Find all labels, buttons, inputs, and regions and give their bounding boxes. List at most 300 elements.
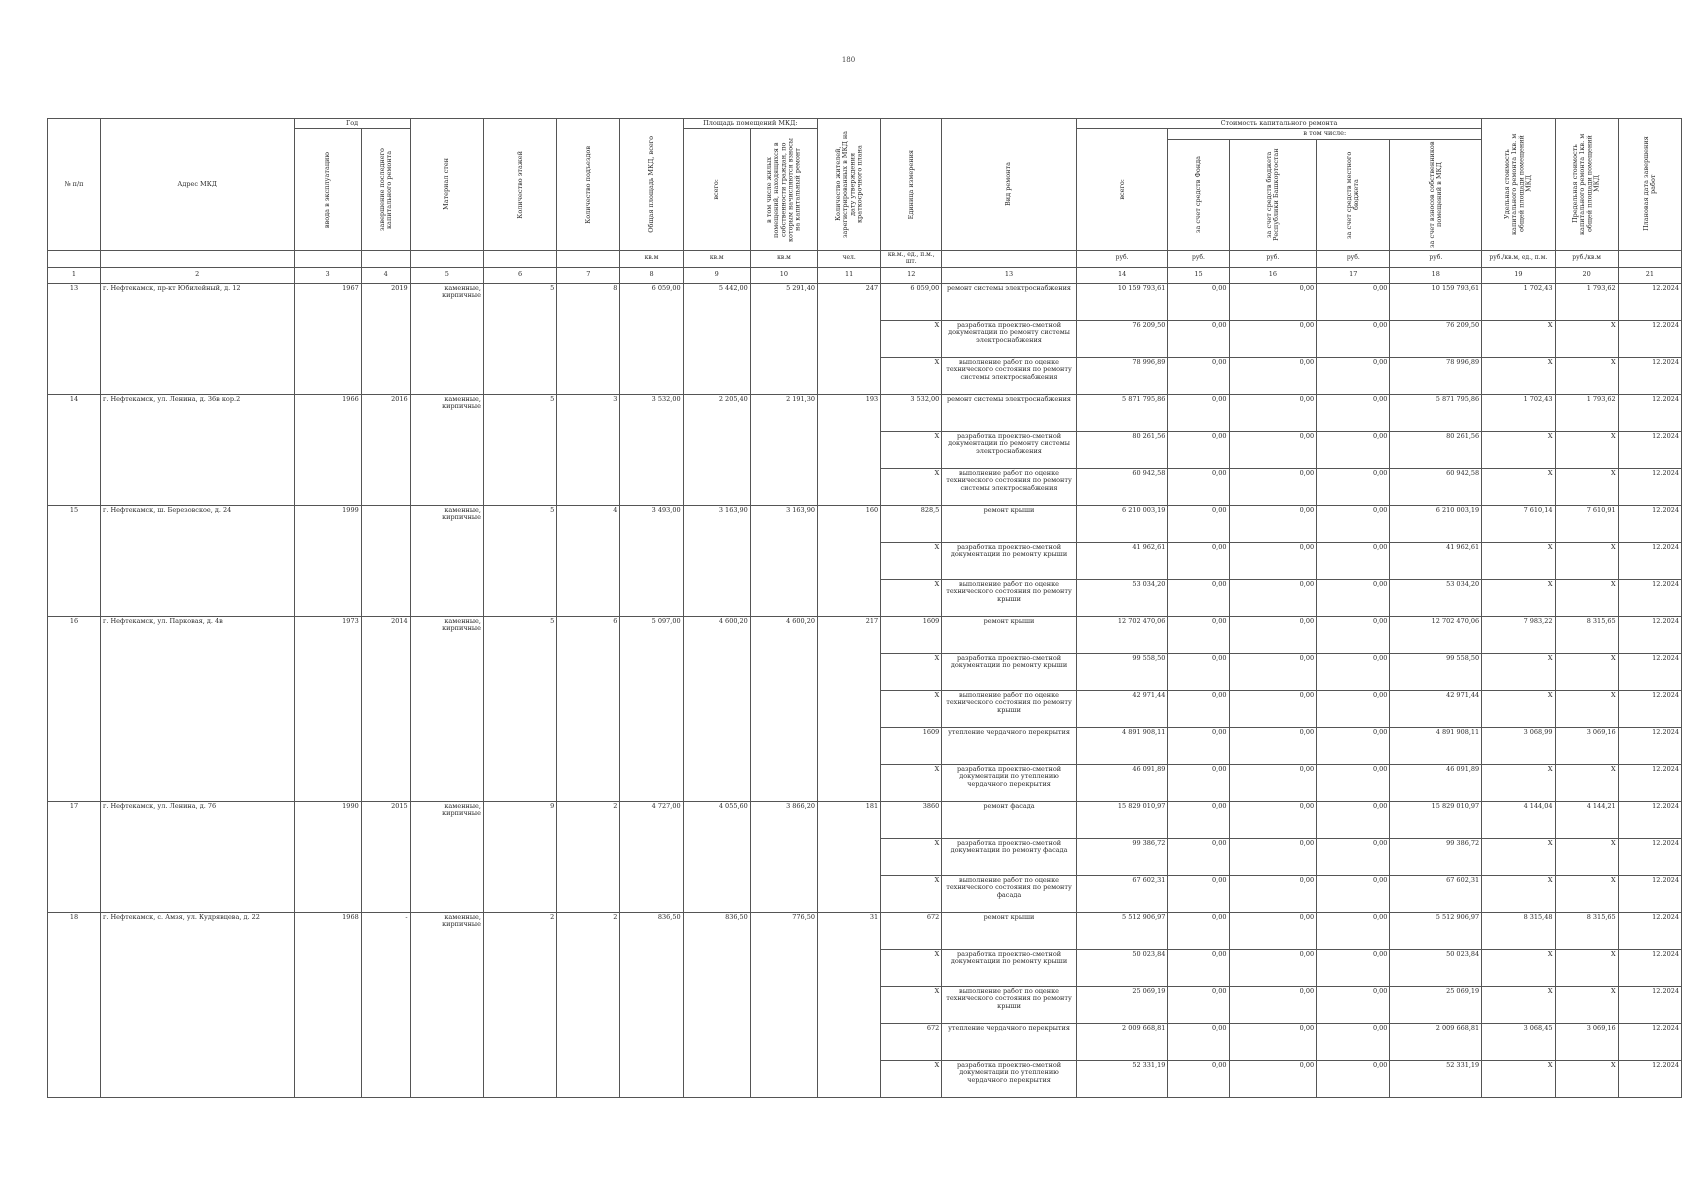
max-cost: 4 144,21 [1555, 801, 1618, 838]
total-area: 836,50 [620, 912, 683, 1097]
work-unit: X [881, 764, 942, 801]
cost-republic: 0,00 [1229, 616, 1317, 653]
cost-fund: 0,00 [1168, 949, 1229, 986]
cost-owners: 15 829 010,97 [1390, 801, 1482, 838]
cost-owners: 78 996,89 [1390, 357, 1482, 394]
unit-cell: руб. [1168, 250, 1229, 267]
cost-total: 6 210 003,19 [1076, 505, 1168, 542]
max-cost: 1 793,62 [1555, 394, 1618, 431]
max-cost: 8 315,65 [1555, 616, 1618, 653]
work-type: ремонт крыши [942, 505, 1076, 542]
work-unit: X [881, 542, 942, 579]
deadline-date: 12.2024 [1618, 468, 1681, 505]
premises-fund: 5 291,40 [750, 283, 817, 394]
unit-cell: чел. [818, 250, 881, 267]
premises-fund: 3 163,90 [750, 505, 817, 616]
total-area: 4 727,00 [620, 801, 683, 912]
cost-local: 0,00 [1317, 690, 1390, 727]
deadline-date: 12.2024 [1618, 801, 1681, 838]
work-unit: X [881, 320, 942, 357]
work-type: ремонт крыши [942, 616, 1076, 653]
work-type: выполнение работ по оценке технического состояния по ремонту крыши [942, 579, 1076, 616]
entrances-count: 8 [557, 283, 620, 394]
cost-fund: 0,00 [1168, 838, 1229, 875]
cost-republic: 0,00 [1229, 1060, 1317, 1097]
cost-republic: 0,00 [1229, 320, 1317, 357]
floors-count: 5 [483, 616, 556, 801]
max-cost: X [1555, 468, 1618, 505]
premises-fund: 4 600,20 [750, 616, 817, 801]
building-address: г. Нефтекамск, ул. Ленина, д. 76 [100, 801, 294, 912]
cost-local: 0,00 [1317, 653, 1390, 690]
building-num: 17 [48, 801, 101, 912]
work-unit: 1609 [881, 727, 942, 764]
unit-cell: кв.м [750, 250, 817, 267]
cost-republic: 0,00 [1229, 468, 1317, 505]
cost-fund: 0,00 [1168, 801, 1229, 838]
entrances-count: 3 [557, 394, 620, 505]
premises-total: 2 205,40 [683, 394, 750, 505]
header-address: Адрес МКД [100, 119, 294, 251]
work-unit: 3 532,00 [881, 394, 942, 431]
header-cost-fund: за счет средств Фонда [1168, 139, 1229, 250]
work-unit: 828,5 [881, 505, 942, 542]
cost-fund: 0,00 [1168, 431, 1229, 468]
cost-total: 2 009 668,81 [1076, 1023, 1168, 1060]
building-address: г. Нефтекамск, пр-кт Юбилейный, д. 12 [100, 283, 294, 394]
building-num: 18 [48, 912, 101, 1097]
cost-local: 0,00 [1317, 505, 1390, 542]
entrances-count: 2 [557, 801, 620, 912]
entrances-count: 2 [557, 912, 620, 1097]
residents-count: 193 [818, 394, 881, 505]
unit-cost: X [1482, 579, 1555, 616]
cost-republic: 0,00 [1229, 283, 1317, 320]
building-address: г. Нефтекамск, ул. Парковая, д. 4в [100, 616, 294, 801]
cost-owners: 4 891 908,11 [1390, 727, 1482, 764]
work-unit: X [881, 690, 942, 727]
work-type: разработка проектно-сметной документации по ремонту системы электроснабжения [942, 431, 1076, 468]
col-number: 20 [1555, 267, 1618, 283]
cost-total: 46 091,89 [1076, 764, 1168, 801]
residents-count: 31 [818, 912, 881, 1097]
cost-owners: 80 261,56 [1390, 431, 1482, 468]
work-unit: 1609 [881, 616, 942, 653]
building-num: 15 [48, 505, 101, 616]
col-number: 12 [881, 267, 942, 283]
deadline-date: 12.2024 [1618, 542, 1681, 579]
header-year-built: ввода в эксплуатацию [294, 129, 361, 250]
max-cost: 3 069,16 [1555, 1023, 1618, 1060]
max-cost: X [1555, 986, 1618, 1023]
floors-count: 2 [483, 912, 556, 1097]
total-area: 5 097,00 [620, 616, 683, 801]
col-number: 19 [1482, 267, 1555, 283]
cost-total: 60 942,58 [1076, 468, 1168, 505]
work-type: выполнение работ по оценке технического состояния по ремонту крыши [942, 986, 1076, 1023]
max-cost: X [1555, 949, 1618, 986]
cost-local: 0,00 [1317, 579, 1390, 616]
header-premises-fund: в том числе жилых помещений, находящихся в собственности граждан, по которым начисляются взносы на капитальный ремонт [750, 129, 817, 250]
work-type: утепление чердачного перекрытия [942, 1023, 1076, 1060]
deadline-date: 12.2024 [1618, 838, 1681, 875]
col-number: 21 [1618, 267, 1681, 283]
premises-total: 3 163,90 [683, 505, 750, 616]
cost-owners: 42 971,44 [1390, 690, 1482, 727]
cost-owners: 52 331,19 [1390, 1060, 1482, 1097]
cost-total: 41 962,61 [1076, 542, 1168, 579]
work-unit: X [881, 579, 942, 616]
cost-total: 25 069,19 [1076, 986, 1168, 1023]
cost-local: 0,00 [1317, 394, 1390, 431]
cost-local: 0,00 [1317, 616, 1390, 653]
cost-local: 0,00 [1317, 542, 1390, 579]
cost-fund: 0,00 [1168, 616, 1229, 653]
cost-total: 10 159 793,61 [1076, 283, 1168, 320]
floors-count: 5 [483, 394, 556, 505]
wall-material: каменные, кирпичные [410, 616, 483, 801]
work-unit: X [881, 431, 942, 468]
col-number: 2 [100, 267, 294, 283]
header-cost-total: всего: [1076, 129, 1168, 250]
unit-cost: X [1482, 690, 1555, 727]
max-cost: X [1555, 1060, 1618, 1097]
cost-owners: 5 871 795,86 [1390, 394, 1482, 431]
cost-republic: 0,00 [1229, 912, 1317, 949]
work-type: разработка проектно-сметной документации по ремонту крыши [942, 949, 1076, 986]
header-year-repair: завершение последнего капитального ремонта [361, 129, 410, 250]
cost-owners: 25 069,19 [1390, 986, 1482, 1023]
work-type: разработка проектно-сметной документации по утеплению чердачного перекрытия [942, 764, 1076, 801]
cost-fund: 0,00 [1168, 1060, 1229, 1097]
cost-local: 0,00 [1317, 764, 1390, 801]
unit-cost: X [1482, 542, 1555, 579]
cost-local: 0,00 [1317, 838, 1390, 875]
premises-total: 4 600,20 [683, 616, 750, 801]
header-cost-owners: за счет взносов собственников помещений в МКД [1390, 139, 1482, 250]
max-cost: X [1555, 764, 1618, 801]
total-area: 3 493,00 [620, 505, 683, 616]
work-unit: X [881, 875, 942, 912]
cost-local: 0,00 [1317, 1023, 1390, 1060]
entrances-count: 6 [557, 616, 620, 801]
year-built: 1999 [294, 505, 361, 616]
header-premises-group: Площадь помещений МКД: [683, 119, 817, 129]
cost-republic: 0,00 [1229, 579, 1317, 616]
col-number: 1 [48, 267, 101, 283]
col-number: 9 [683, 267, 750, 283]
cost-republic: 0,00 [1229, 838, 1317, 875]
cost-local: 0,00 [1317, 320, 1390, 357]
cost-total: 78 996,89 [1076, 357, 1168, 394]
unit-cost: 3 068,99 [1482, 727, 1555, 764]
col-number: 8 [620, 267, 683, 283]
unit-cost: X [1482, 1060, 1555, 1097]
cost-owners: 6 210 003,19 [1390, 505, 1482, 542]
work-type: ремонт крыши [942, 912, 1076, 949]
year-built: 1973 [294, 616, 361, 801]
header-num: № п/п [48, 119, 101, 251]
unit-cost: X [1482, 764, 1555, 801]
work-unit: X [881, 653, 942, 690]
cost-owners: 5 512 906,97 [1390, 912, 1482, 949]
cost-local: 0,00 [1317, 875, 1390, 912]
unit-cost: 3 068,45 [1482, 1023, 1555, 1060]
table-row [48, 801, 1682, 838]
work-unit: X [881, 468, 942, 505]
page-number: 180 [841, 56, 856, 64]
max-cost: 3 069,16 [1555, 727, 1618, 764]
unit-cost: X [1482, 357, 1555, 394]
work-type: ремонт системы электроснабжения [942, 394, 1076, 431]
cost-fund: 0,00 [1168, 986, 1229, 1023]
deadline-date: 12.2024 [1618, 653, 1681, 690]
cost-total: 99 558,50 [1076, 653, 1168, 690]
cost-local: 0,00 [1317, 1060, 1390, 1097]
cost-republic: 0,00 [1229, 394, 1317, 431]
floors-count: 9 [483, 801, 556, 912]
unit-cell: кв.м [620, 250, 683, 267]
cost-fund: 0,00 [1168, 579, 1229, 616]
unit-cost: 4 144,04 [1482, 801, 1555, 838]
header-floors: Количество этажей [483, 119, 556, 251]
col-number: 3 [294, 267, 361, 283]
premises-total: 836,50 [683, 912, 750, 1097]
header-cost-group: Стоимость капитального ремонта [1076, 119, 1481, 129]
cost-fund: 0,00 [1168, 690, 1229, 727]
cost-total: 12 702 470,06 [1076, 616, 1168, 653]
deadline-date: 12.2024 [1618, 764, 1681, 801]
cost-total: 5 871 795,86 [1076, 394, 1168, 431]
deadline-date: 12.2024 [1618, 431, 1681, 468]
unit-cost: 8 315,48 [1482, 912, 1555, 949]
unit-cost: X [1482, 838, 1555, 875]
cost-local: 0,00 [1317, 801, 1390, 838]
deadline-date: 12.2024 [1618, 727, 1681, 764]
premises-fund: 2 191,30 [750, 394, 817, 505]
year-repaired [361, 505, 410, 616]
deadline-date: 12.2024 [1618, 283, 1681, 320]
cost-fund: 0,00 [1168, 283, 1229, 320]
unit-cost: 1 702,43 [1482, 283, 1555, 320]
deadline-date: 12.2024 [1618, 690, 1681, 727]
year-repaired: - [361, 912, 410, 1097]
year-built: 1990 [294, 801, 361, 912]
cost-fund: 0,00 [1168, 764, 1229, 801]
max-cost: X [1555, 431, 1618, 468]
deadline-date: 12.2024 [1618, 357, 1681, 394]
premises-total: 5 442,00 [683, 283, 750, 394]
unit-cost: X [1482, 875, 1555, 912]
deadline-date: 12.2024 [1618, 1023, 1681, 1060]
cost-local: 0,00 [1317, 727, 1390, 764]
cost-owners: 53 034,20 [1390, 579, 1482, 616]
residents-count: 160 [818, 505, 881, 616]
entrances-count: 4 [557, 505, 620, 616]
unit-cost: X [1482, 653, 1555, 690]
cost-fund: 0,00 [1168, 468, 1229, 505]
cost-fund: 0,00 [1168, 505, 1229, 542]
unit-cost: 1 702,43 [1482, 394, 1555, 431]
work-unit: 672 [881, 1023, 942, 1060]
header-unit: Единица измерения [881, 119, 942, 251]
building-num: 16 [48, 616, 101, 801]
unit-cell: руб. [1076, 250, 1168, 267]
year-repaired: 2015 [361, 801, 410, 912]
cost-republic: 0,00 [1229, 801, 1317, 838]
table-body [48, 283, 1682, 1097]
header-material: Материал стен [410, 119, 483, 251]
header-premises-total: всего: [683, 129, 750, 250]
work-type: разработка проектно-сметной документации по ремонту системы электроснабжения [942, 320, 1076, 357]
cost-republic: 0,00 [1229, 431, 1317, 468]
work-unit: X [881, 986, 942, 1023]
header-max-cost: Предельная стоимость капитального ремонта 1кв. м общей площади помещений МКД [1555, 119, 1618, 251]
table-header [48, 119, 1682, 284]
work-type: выполнение работ по оценке технического состояния по ремонту системы электроснабжения [942, 468, 1076, 505]
cost-total: 15 829 010,97 [1076, 801, 1168, 838]
cost-owners: 76 209,50 [1390, 320, 1482, 357]
header-incl: в том числе: [1168, 129, 1482, 139]
deadline-date: 12.2024 [1618, 912, 1681, 949]
unit-cost: X [1482, 320, 1555, 357]
floors-count: 5 [483, 505, 556, 616]
year-built: 1967 [294, 283, 361, 394]
wall-material: каменные, кирпичные [410, 394, 483, 505]
year-built: 1966 [294, 394, 361, 505]
unit-cell: руб. [1390, 250, 1482, 267]
unit-cost: X [1482, 431, 1555, 468]
cost-owners: 10 159 793,61 [1390, 283, 1482, 320]
cost-fund: 0,00 [1168, 394, 1229, 431]
deadline-date: 12.2024 [1618, 875, 1681, 912]
header-unit-cost: Удельная стоимость капитального ремонта 1кв. м общей площади помещений МКД [1482, 119, 1555, 251]
max-cost: 8 315,65 [1555, 912, 1618, 949]
cost-republic: 0,00 [1229, 542, 1317, 579]
table-row [48, 394, 1682, 431]
cost-republic: 0,00 [1229, 505, 1317, 542]
max-cost: X [1555, 542, 1618, 579]
cost-total: 67 602,31 [1076, 875, 1168, 912]
repair-plan-table [47, 118, 1682, 1098]
cost-fund: 0,00 [1168, 1023, 1229, 1060]
residents-count: 181 [818, 801, 881, 912]
cost-local: 0,00 [1317, 357, 1390, 394]
work-type: ремонт фасада [942, 801, 1076, 838]
year-repaired: 2014 [361, 616, 410, 801]
col-number: 5 [410, 267, 483, 283]
cost-owners: 50 023,84 [1390, 949, 1482, 986]
max-cost: X [1555, 875, 1618, 912]
cost-republic: 0,00 [1229, 653, 1317, 690]
header-total-area: Общая площадь МКД, всего [620, 119, 683, 251]
cost-total: 53 034,20 [1076, 579, 1168, 616]
cost-total: 99 386,72 [1076, 838, 1168, 875]
unit-cell: руб. [1317, 250, 1390, 267]
max-cost: X [1555, 653, 1618, 690]
unit-cost: X [1482, 468, 1555, 505]
cost-republic: 0,00 [1229, 949, 1317, 986]
cost-republic: 0,00 [1229, 875, 1317, 912]
cost-owners: 99 386,72 [1390, 838, 1482, 875]
premises-fund: 776,50 [750, 912, 817, 1097]
work-unit: X [881, 1060, 942, 1097]
header-work-type: Вид ремонта [942, 119, 1076, 251]
work-type: ремонт системы электроснабжения [942, 283, 1076, 320]
col-number: 18 [1390, 267, 1482, 283]
col-number: 13 [942, 267, 1076, 283]
max-cost: X [1555, 690, 1618, 727]
work-type: утепление чердачного перекрытия [942, 727, 1076, 764]
cost-local: 0,00 [1317, 912, 1390, 949]
cost-total: 5 512 906,97 [1076, 912, 1168, 949]
cost-local: 0,00 [1317, 468, 1390, 505]
cost-republic: 0,00 [1229, 690, 1317, 727]
max-cost: X [1555, 320, 1618, 357]
building-address: г. Нефтекамск, ул. Ленина, д. 36в кор.2 [100, 394, 294, 505]
cost-local: 0,00 [1317, 431, 1390, 468]
table-row [48, 912, 1682, 949]
col-number: 10 [750, 267, 817, 283]
work-unit: X [881, 949, 942, 986]
work-unit: X [881, 357, 942, 394]
deadline-date: 12.2024 [1618, 394, 1681, 431]
column-numbers-row [48, 267, 1682, 283]
cost-total: 42 971,44 [1076, 690, 1168, 727]
work-unit: 3860 [881, 801, 942, 838]
work-unit: X [881, 838, 942, 875]
cost-owners: 99 558,50 [1390, 653, 1482, 690]
work-type: выполнение работ по оценке технического состояния по ремонту фасада [942, 875, 1076, 912]
max-cost: X [1555, 838, 1618, 875]
cost-total: 80 261,56 [1076, 431, 1168, 468]
col-number: 11 [818, 267, 881, 283]
cost-fund: 0,00 [1168, 320, 1229, 357]
cost-fund: 0,00 [1168, 542, 1229, 579]
header-entrances: Количество подъездов [557, 119, 620, 251]
header-year-group: Год [294, 119, 410, 129]
total-area: 3 532,00 [620, 394, 683, 505]
work-type: разработка проектно-сметной документации по ремонту фасада [942, 838, 1076, 875]
wall-material: каменные, кирпичные [410, 912, 483, 1097]
header-cost-republic: за счет средств бюджета Республики Башкортостан [1229, 139, 1317, 250]
max-cost: 1 793,62 [1555, 283, 1618, 320]
work-unit: 672 [881, 912, 942, 949]
premises-total: 4 055,60 [683, 801, 750, 912]
cost-owners: 12 702 470,06 [1390, 616, 1482, 653]
cost-total: 4 891 908,11 [1076, 727, 1168, 764]
col-number: 7 [557, 267, 620, 283]
premises-fund: 3 866,20 [750, 801, 817, 912]
work-unit: 6 059,00 [881, 283, 942, 320]
deadline-date: 12.2024 [1618, 616, 1681, 653]
year-repaired: 2016 [361, 394, 410, 505]
building-num: 14 [48, 394, 101, 505]
unit-cost: X [1482, 986, 1555, 1023]
max-cost: X [1555, 579, 1618, 616]
wall-material: каменные, кирпичные [410, 801, 483, 912]
cost-republic: 0,00 [1229, 764, 1317, 801]
unit-cost: 7 610,14 [1482, 505, 1555, 542]
cost-owners: 67 602,31 [1390, 875, 1482, 912]
cost-fund: 0,00 [1168, 357, 1229, 394]
col-number: 15 [1168, 267, 1229, 283]
cost-republic: 0,00 [1229, 727, 1317, 764]
unit-cost: 7 983,22 [1482, 616, 1555, 653]
cost-local: 0,00 [1317, 283, 1390, 320]
building-num: 13 [48, 283, 101, 394]
max-cost: 7 610,91 [1555, 505, 1618, 542]
